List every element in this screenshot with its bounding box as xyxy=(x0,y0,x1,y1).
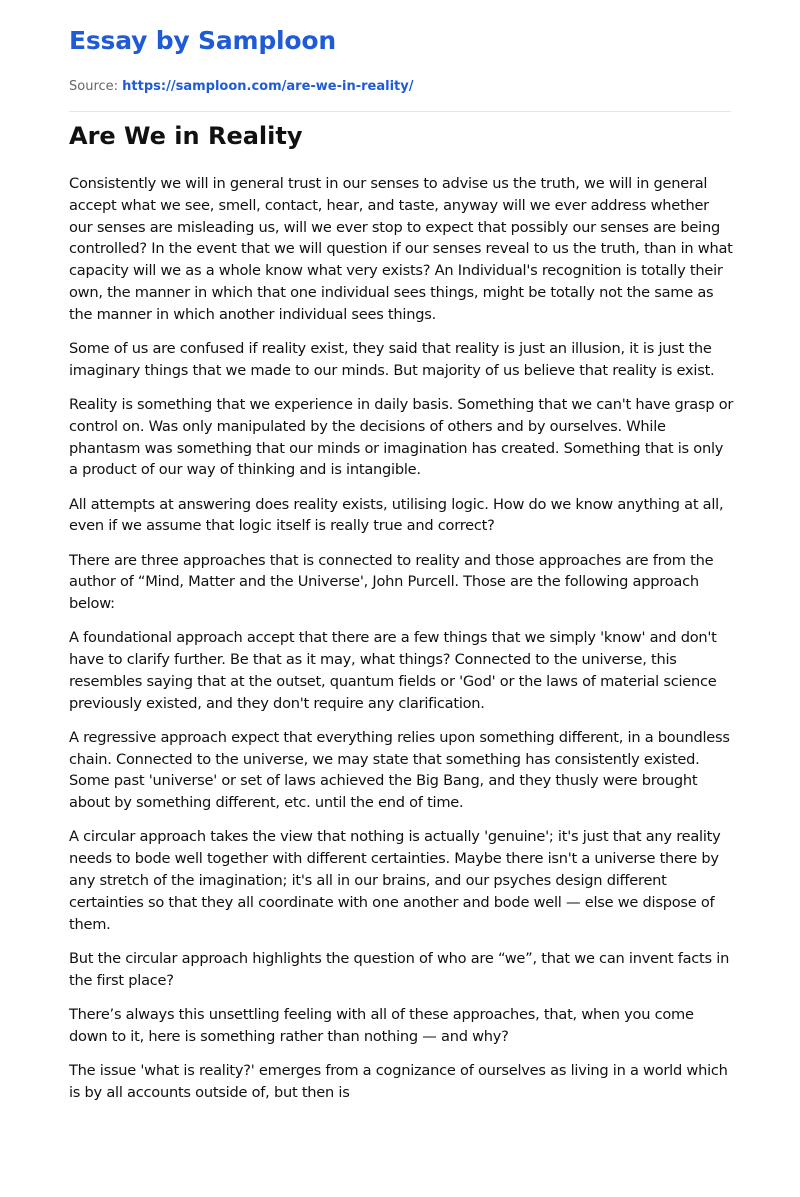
paragraph: Reality is something that we experience in daily basis. Something that we can't have grasp or control on. Was only manipulated by the decisions of others and by ourselves. While phantasm was something that our minds or imagination has created. Something that is only a product of our way of thinking and is intangible. xyxy=(69,395,734,479)
paragraph: A foundational approach accept that there are a few things that we simply 'know' and don't have to clarify further. Be that as it may, what things? Connected to the universe, this resembles saying that at the outset, quantum fields or 'God' or the laws of material science previously existed, and they don't require any clarification. xyxy=(69,629,717,712)
paragraph: A regressive approach expect that everything relies upon something different, in a boundless chain. Connected to the universe, we may state that something has consistently existed. Some past 'universe' or set of laws achieved the Big Bang, and they thusly were brought about by something different, etc. until the end of time. xyxy=(69,728,730,812)
paragraph: Consistently we will in general trust in our senses to advise us the truth, we will in general accept what we see, smell, contact, hear, and taste, anyway will we ever address whether our senses are misleading us, will we ever stop to expect that possibly our senses are being controlled? In the event that we will question if our senses reveal to us the truth, than in what capacity will we as a whole know what very exists? An Individual's recognition is totally their own, the manner in which that one individual sees things, might be totally not the same as the manner in which another individual sees things. xyxy=(69,175,733,323)
paragraph: A circular approach takes the view that nothing is actually 'genuine'; it's just that any reality needs to bode well together with different certainties. Maybe there isn't a universe there by any stretch of the imagination; it's all in our brains, and our psyches design different certainties so that they all coordinate with one another and bode well — else we dispose of them. xyxy=(69,828,721,933)
source-line xyxy=(69,79,413,94)
paragraph: The issue 'what is reality?' emerges from a cognizance of ourselves as living in a world which is by all accounts outside of, but then is xyxy=(69,1061,728,1101)
page-title: Are We in Reality xyxy=(69,122,303,150)
paragraph: All attempts at answering does reality exists, utilising logic. How do we know anything at all, even if we assume that logic itself is really true and correct? xyxy=(69,495,724,535)
paragraph: There’s always this unsettling feeling with all of these approaches, that, when you come down to it, here is something rather than nothing — and why? xyxy=(69,1005,694,1045)
site-brand[interactable]: Essay by Samploon xyxy=(69,26,336,55)
source-link[interactable]: https://samploon.com/are-we-in-reality/ xyxy=(122,79,414,94)
source-label: Source: xyxy=(69,79,119,94)
paragraph: But the circular approach highlights the question of who are “we”, that we can invent facts in the first place? xyxy=(69,949,730,989)
article-body xyxy=(69,173,734,1116)
paragraph: There are three approaches that is connected to reality and those approaches are from the author of “Mind, Matter and the Universe', John Purcell. Those are the following approach below: xyxy=(69,551,714,613)
paragraph: Some of us are confused if reality exist, they said that reality is just an illusion, it is just the imaginary things that we made to our minds. But majority of us believe that reality is exist. xyxy=(69,339,715,379)
header-divider xyxy=(69,111,731,112)
